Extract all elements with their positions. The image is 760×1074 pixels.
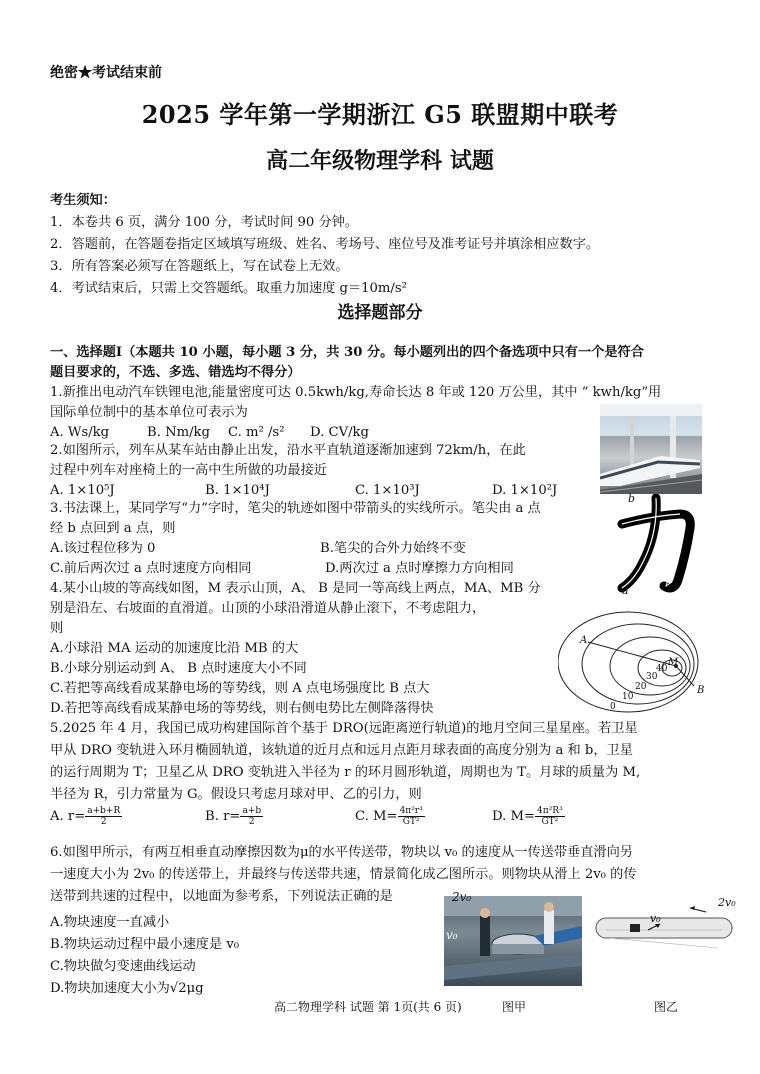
- notice-item: 4．考试结束后，只需上交答题纸。取重力加速度 g＝10m/s²: [50, 281, 407, 296]
- q6-option: D.物块加速度大小为√2μg: [50, 981, 204, 996]
- contour-label: 30: [646, 672, 658, 682]
- conveyor-diagram: [594, 900, 736, 970]
- q1-option: A. Ws/kg: [50, 425, 110, 440]
- q5-option-a: A. r= $\frac{a+b+R}{2}$: [50, 806, 121, 827]
- q2-stem: 过程中列车对座椅上的一高中生所做的功最接近: [50, 463, 327, 478]
- q3-stem: 3.书法课上，某同学写“力”字时，笔尖的轨迹如图中带箭头的实线所示。笔尖由 a 点: [50, 501, 541, 516]
- point-M-label: M: [668, 657, 679, 668]
- page-footer: 高二物理学科 试题 第 1页(共 6 页): [274, 1000, 462, 1014]
- q6-stem: 一速度大小为 2v₀ 的传送带上，并最终与传送带共速，情景简化成乙图所示。则物块从滑上 2v₀ 的传: [50, 867, 637, 882]
- q5-option-d: D. M= $\frac{\text{4π²R³}}{\text{GT²}}$: [492, 806, 563, 827]
- section-instruction: 一、选择题Ⅰ（本题共 10 小题，每小题 3 分，共 30 分。每小题列出的四个备选项中只有一个是符合: [50, 345, 644, 360]
- fig-yi-v0-label: v₀: [650, 912, 661, 925]
- q5-stem: 半径为 R，引力常量为 G。假设只考虑月球对甲、乙的引力，则: [50, 787, 422, 802]
- q5-stem: 5.2025 年 4 月，我国已成功构建国际首个基于 DRO(远距离逆行轨道)的地月空间三星星座。若卫星: [50, 721, 638, 736]
- q3-option: D.两次过 a 点时摩擦力方向相同: [325, 561, 514, 576]
- q1-stem: 国际单位制中的基本单位可表示为: [50, 405, 248, 420]
- q2-option: C. 1×10³J: [355, 483, 420, 498]
- section-instruction: 题目要求的，不选、多选、错选均不得分）: [50, 365, 301, 380]
- q1-stem: 1.新推出电动汽车铁锂电池,能量密度可达 0.5kwh/kg,寿命长达 8 年或 120 万公里，其中 “ kwh/kg”用: [50, 385, 662, 400]
- contour-label: 40: [656, 664, 668, 674]
- fig-jia-2v0-label: 2v₀: [452, 890, 472, 904]
- caption-yi: 图乙: [654, 1000, 679, 1014]
- contour-label: 0: [610, 702, 616, 712]
- q2-option: D. 1×10²J: [492, 483, 558, 498]
- q4-stem: 别是沿左、右坡面的直滑道。山顶的小球沿滑道从静止滚下，不考虑阻力，: [50, 601, 486, 616]
- point-A-label: A: [580, 635, 588, 646]
- q3-option: B.笔尖的合外力始终不变: [320, 541, 466, 556]
- q1-option: C. m² /s²: [228, 425, 285, 440]
- q4-option: B.小球分别运动到 A、 B 点时速度大小不同: [50, 661, 307, 676]
- q2-stem: 2.如图所示，列车从某车站由静止出发，沿水平直轨道逐渐加速到 72km/h，在此: [50, 443, 526, 458]
- q4-stem: 则: [50, 621, 64, 636]
- secret-label: 绝密★考试结束前: [50, 65, 162, 81]
- q2-option: A. 1×10⁵J: [50, 483, 115, 498]
- exam-title: 2025 学年第一学期浙江 G5 联盟期中联考: [141, 100, 619, 129]
- q6-stem: 6.如图甲所示，有两互相垂直动摩擦因数为μ的水平传送带，物块以 v₀ 的速度从一传送带垂直滑向另: [50, 845, 633, 860]
- contour-label: 10: [622, 692, 634, 702]
- q4-option: A.小球沿 MA 运动的加速度比沿 MB 的大: [50, 641, 299, 656]
- contour-label: 20: [635, 682, 647, 692]
- q5-stem: 的运行周期为 T；卫星乙从 DRO 变轨进入半径为 r 的环月圆形轨道，周期也为 T。月球的质量为 M,: [50, 765, 641, 780]
- q4-stem: 4.某小山坡的等高线如图，M 表示山顶，A、 B 是同一等高线上两点，MA、MB 分: [50, 581, 541, 596]
- notice-item: 1．本卷共 6 页，满分 100 分，考试时间 90 分钟。: [50, 215, 359, 230]
- train-photo: [600, 404, 702, 494]
- point-b-label: b: [628, 492, 636, 505]
- q6-stem: 送带到共速的过程中，以地面为参考系，下列说法正确的是: [50, 889, 393, 904]
- exam-subtitle: 高二年级物理学科 试题: [266, 148, 494, 174]
- notice-item: 2．答题前，在答题卷指定区域填写班级、姓名、考场号、座位号及准考证号并填涂相应数字。: [50, 237, 600, 252]
- q6-option: B.物块运动过程中最小速度是 v₀: [50, 937, 240, 952]
- q3-stem: 经 b 点回到 a 点，则: [50, 521, 176, 536]
- q1-option: D. CV/kg: [310, 425, 369, 440]
- point-B-label: B: [697, 685, 705, 696]
- notice-item: 3．所有答案必须写在答题纸上，写在试卷上无效。: [50, 259, 349, 274]
- q3-option: C.前后两次过 a 点时速度方向相同: [50, 561, 252, 576]
- q6-option: C.物块做匀变速曲线运动: [50, 959, 196, 974]
- q5-option-b: B. r= $\frac{a+b}{2}$: [205, 806, 262, 827]
- q4-option: D.若把等高线看成某静电场的等势线，则右侧电势比左侧降落得快: [50, 701, 434, 716]
- section-title: 选择题部分: [337, 303, 423, 323]
- q2-option: B. 1×10⁴J: [205, 483, 270, 498]
- q5-stem: 甲从 DRO 变轨进入环月椭圆轨道，该轨道的近月点和远月点距月球表面的高度分别为 a 和 b，卫星: [50, 743, 633, 758]
- q6-option: A.物块速度一直减小: [50, 915, 170, 930]
- point-a-label: a: [622, 584, 629, 597]
- fig-jia-v0-label: v₀: [446, 928, 458, 942]
- q4-option: C.若把等高线看成某静电场的等势线，则 A 点电场强度比 B 点大: [50, 681, 430, 696]
- q5-option-c: C. M= $\frac{\text{4π²r³}}{\text{GT²}}$: [355, 806, 423, 827]
- notice-heading: 考生须知：: [50, 193, 116, 208]
- conveyor-photo: [444, 896, 582, 986]
- q1-option: B. Nm/kg: [147, 425, 210, 440]
- q3-option: A.该过程位移为 0: [50, 541, 156, 556]
- fig-yi-2v0-label: 2v₀: [718, 896, 736, 909]
- caption-jia: 图甲: [502, 1000, 527, 1014]
